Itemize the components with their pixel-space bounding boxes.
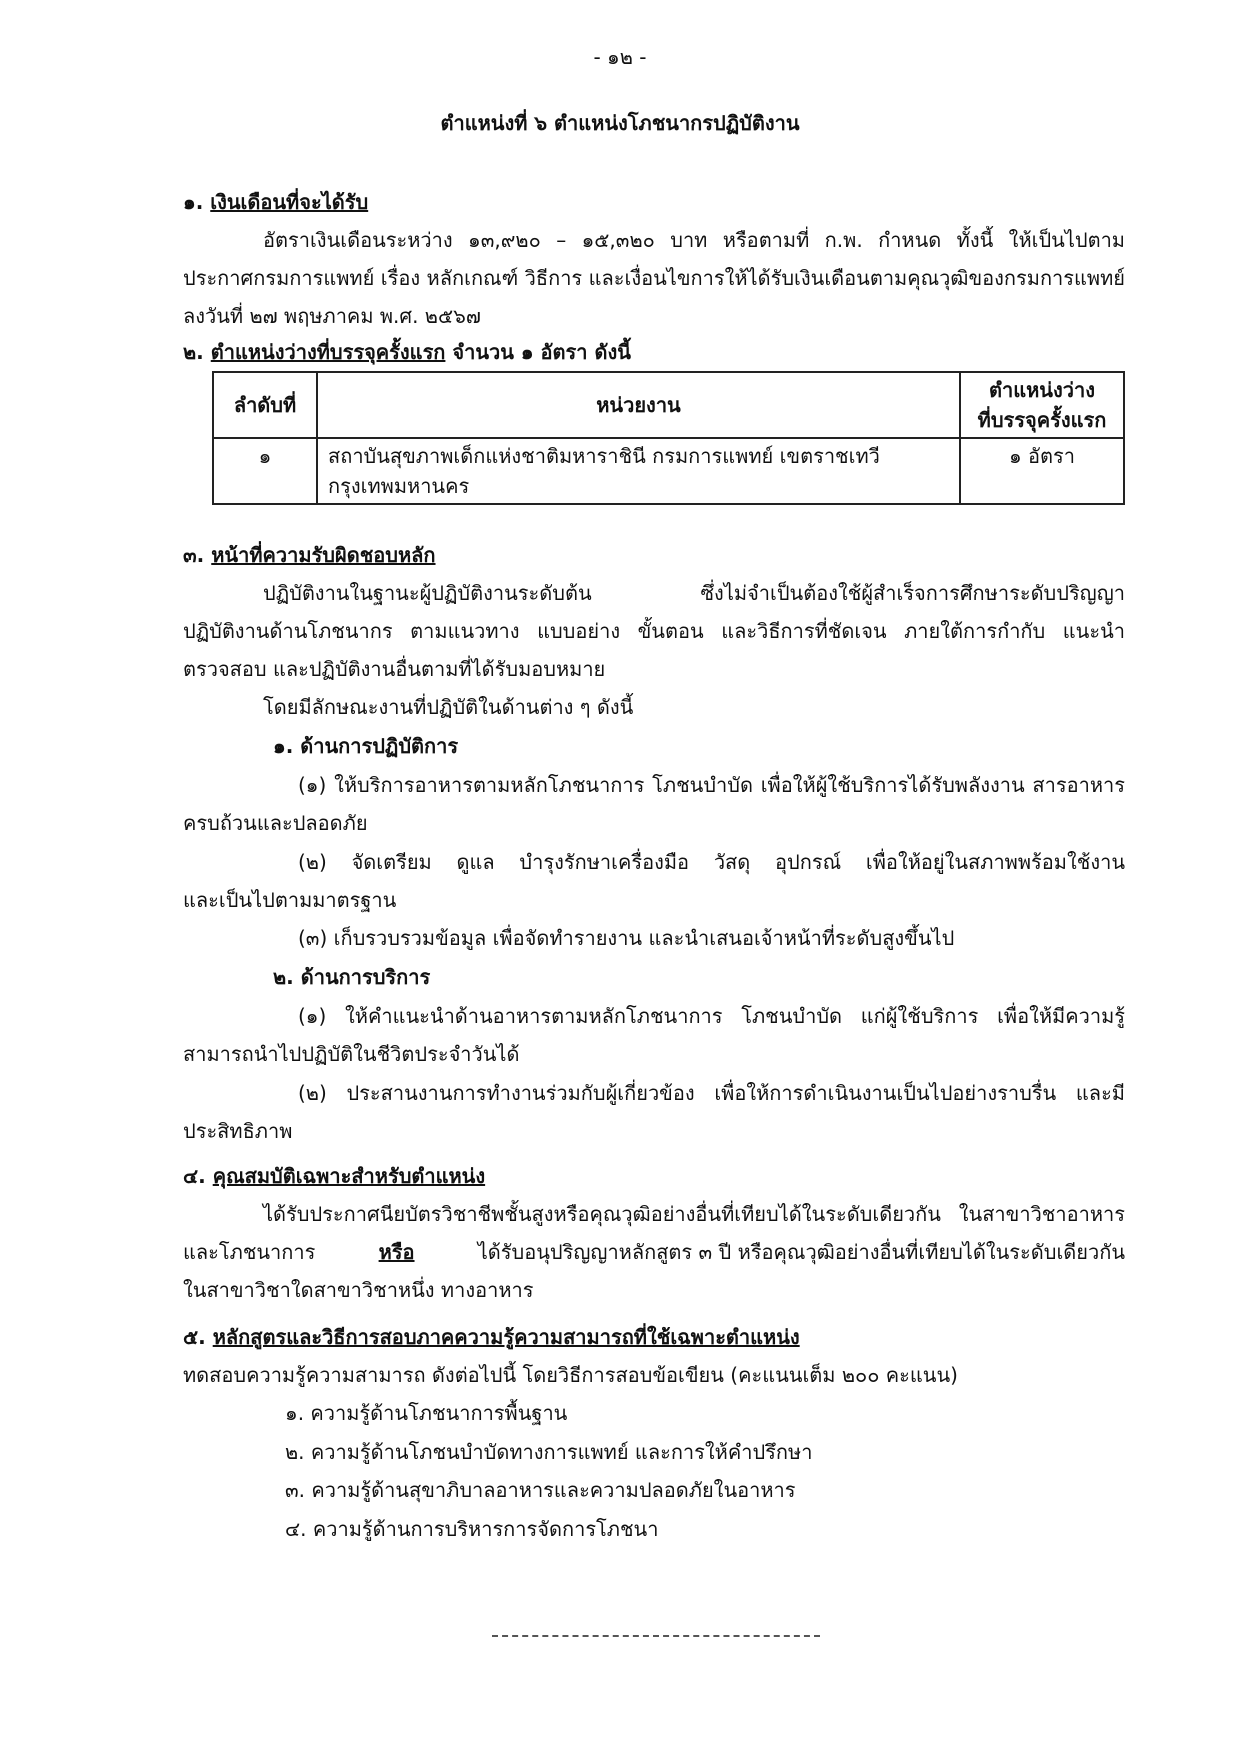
qualification-or: หรือ — [378, 1240, 415, 1264]
col-header-index: ลำดับที่ — [213, 372, 317, 438]
operations-item-3: (๓) เก็บรวบรวมข้อมูล เพื่อจัดทำรายงาน และนำเสนอเจ้าหน้าที่ระดับสูงขึ้นไป — [298, 926, 955, 950]
duty-line-3: ตรวจสอบ และปฏิบัติงานอื่นตามที่ได้รับมอบหมาย — [183, 657, 606, 681]
qualification-line-2-post: ได้รับอนุปริญญาหลักสูตร ๓ ปี หรือคุณวุฒิอย่างอื่นที่เทียบได้ในระดับเดียวกัน — [477, 1240, 1125, 1264]
operations-item-2-line-2: และเป็นไปตามมาตรฐาน — [183, 888, 397, 912]
exam-topic-1: ๑. ความรู้ด้านโภชนาการพื้นฐาน — [285, 1401, 568, 1425]
section-3-number: ๓. — [183, 543, 205, 567]
subsection-operations-title: ๑. ด้านการปฏิบัติการ — [273, 734, 459, 758]
salary-line-1: อัตราเงินเดือนระหว่าง ๑๓,๙๒๐ – ๑๕,๓๒๐ บาท หรือตามที่ ก.พ. กำหนด ทั้งนี้ ให้เป็นไปตาม — [263, 228, 1125, 252]
section-5-title: หลักสูตรและวิธีการสอบภาคความรู้ความสามารถที่ใช้เฉพาะตำแหน่ง — [212, 1325, 800, 1349]
qualification-line-2-pre: และโภชนาการ — [183, 1240, 316, 1264]
salary-line-3: ลงวันที่ ๒๗ พฤษภาคม พ.ศ. ๒๕๖๗ — [183, 304, 481, 328]
section-4-number: ๔. — [183, 1164, 206, 1188]
row-count: ๑ อัตรา — [960, 438, 1124, 504]
duty-intro: โดยมีลักษณะงานที่ปฏิบัติในด้านต่าง ๆ ดังนี้ — [263, 695, 634, 719]
document-title: ตำแหน่งที่ ๖ ตำแหน่งโภชนากรปฏิบัติงาน — [440, 111, 800, 135]
section-1-heading — [183, 187, 368, 217]
section-3-heading — [183, 540, 436, 570]
section-1-title: เงินเดือนที่จะได้รับ — [210, 190, 369, 214]
service-item-1-line-2: สามารถนำไปปฏิบัติในชีวิตประจำวันได้ — [183, 1042, 520, 1066]
row-unit — [317, 438, 960, 504]
exam-topic-4: ๔. ความรู้ด้านการบริหารการจัดการโภชนา — [285, 1517, 659, 1541]
exam-intro: ทดสอบความรู้ความสามารถ ดังต่อไปนี้ โดยวิธีการสอบข้อเขียน (คะแนนเต็ม ๒๐๐ คะแนน) — [183, 1363, 958, 1387]
page-number: - ๑๒ - — [593, 45, 647, 69]
subsection-service-title: ๒. ด้านการบริการ — [273, 965, 431, 989]
service-item-2-line-2: ประสิทธิภาพ — [183, 1119, 293, 1143]
col-header-count-line-1: ตำแหน่งว่าง — [989, 378, 1095, 402]
section-4-title: คุณสมบัติเฉพาะสำหรับตำแหน่ง — [212, 1164, 486, 1188]
section-2-heading — [183, 337, 631, 367]
qualification-line-3: ในสาขาวิชาใดสาขาวิชาหนึ่ง ทางอาหาร — [183, 1278, 534, 1302]
operations-item-1-line-1: (๑) ให้บริการอาหารตามหลักโภชนาการ โภชนบำบัด เพื่อให้ผู้ใช้บริการได้รับพลังงาน สารอาหาร — [298, 773, 1125, 797]
table-row — [213, 438, 1124, 504]
col-header-unit: หน่วยงาน — [317, 372, 960, 438]
section-2-title: ตำแหน่งว่างที่บรรจุครั้งแรก — [210, 340, 446, 364]
service-item-1-line-1: (๑) ให้คำแนะนำด้านอาหารตามหลักโภชนาการ โภชนบำบัด แก่ผู้ใช้บริการ เพื่อให้มีความรู้ — [298, 1004, 1125, 1028]
col-header-count-line-2: ที่บรรจุครั้งแรก — [977, 408, 1107, 432]
section-3-title: หน้าที่ความรับผิดชอบหลัก — [211, 543, 436, 567]
vacancy-table — [212, 371, 1125, 505]
operations-item-1-line-2: ครบถ้วนและปลอดภัย — [183, 811, 368, 835]
qualification-line-1: ได้รับประกาศนียบัตรวิชาชีพชั้นสูงหรือคุณวุฒิอย่างอื่นที่เทียบได้ในระดับเดียวกัน ในสาขาวิชาอาหาร — [263, 1202, 1125, 1226]
exam-topic-3: ๓. ความรู้ด้านสุขาภิบาลอาหารและความปลอดภัยในอาหาร — [285, 1478, 796, 1502]
section-2-rest: จำนวน ๑ อัตรา ดังนี้ — [452, 340, 631, 364]
section-2-number: ๒. — [183, 340, 204, 364]
operations-item-2-line-1: (๒) จัดเตรียม ดูแล บำรุงรักษาเครื่องมือ วัสดุ อุปกรณ์ เพื่อให้อยู่ในสภาพพร้อมใช้งาน — [298, 850, 1125, 874]
section-5-number: ๕. — [183, 1325, 206, 1349]
table-header-row — [213, 372, 1124, 438]
row-unit-line-1: สถาบันสุขภาพเด็กแห่งชาติมหาราชินี กรมการแพทย์ เขตราชเทวี — [328, 444, 880, 468]
section-4-heading — [183, 1161, 485, 1191]
row-index: ๑ — [213, 438, 317, 504]
qualification-line-2 — [183, 1237, 1125, 1267]
service-item-2-line-1: (๒) ประสานงานการทำงานร่วมกับผู้เกี่ยวข้อง เพื่อให้การดำเนินงานเป็นไปอย่างราบรื่น และมี — [298, 1081, 1125, 1105]
exam-topic-2: ๒. ความรู้ด้านโภชนบำบัดทางการแพทย์ และการให้คำปรึกษา — [285, 1440, 813, 1464]
salary-line-2: ประกาศกรมการแพทย์ เรื่อง หลักเกณฑ์ วิธีการ และเงื่อนไขการให้ได้รับเงินเดือนตามคุณวุฒิของกรมการแพทย์ — [183, 266, 1125, 290]
duty-line-2: ปฏิบัติงานด้านโภชนากร ตามแนวทาง แบบอย่าง ขั้นตอน และวิธีการที่ชัดเจน ภายใต้การกำกับ แนะนำ — [183, 619, 1125, 643]
duty-line-1: ปฏิบัติงานในฐานะผู้ปฏิบัติงานระดับต้น ซึ่งไม่จำเป็นต้องใช้ผู้สำเร็จการศึกษาระดับปริญญา — [263, 581, 1125, 605]
end-divider — [492, 1635, 820, 1637]
section-5-heading — [183, 1322, 800, 1352]
section-1-number: ๑. — [183, 190, 204, 214]
col-header-count — [960, 372, 1124, 438]
row-unit-line-2: กรุงเทพมหานคร — [328, 474, 470, 498]
